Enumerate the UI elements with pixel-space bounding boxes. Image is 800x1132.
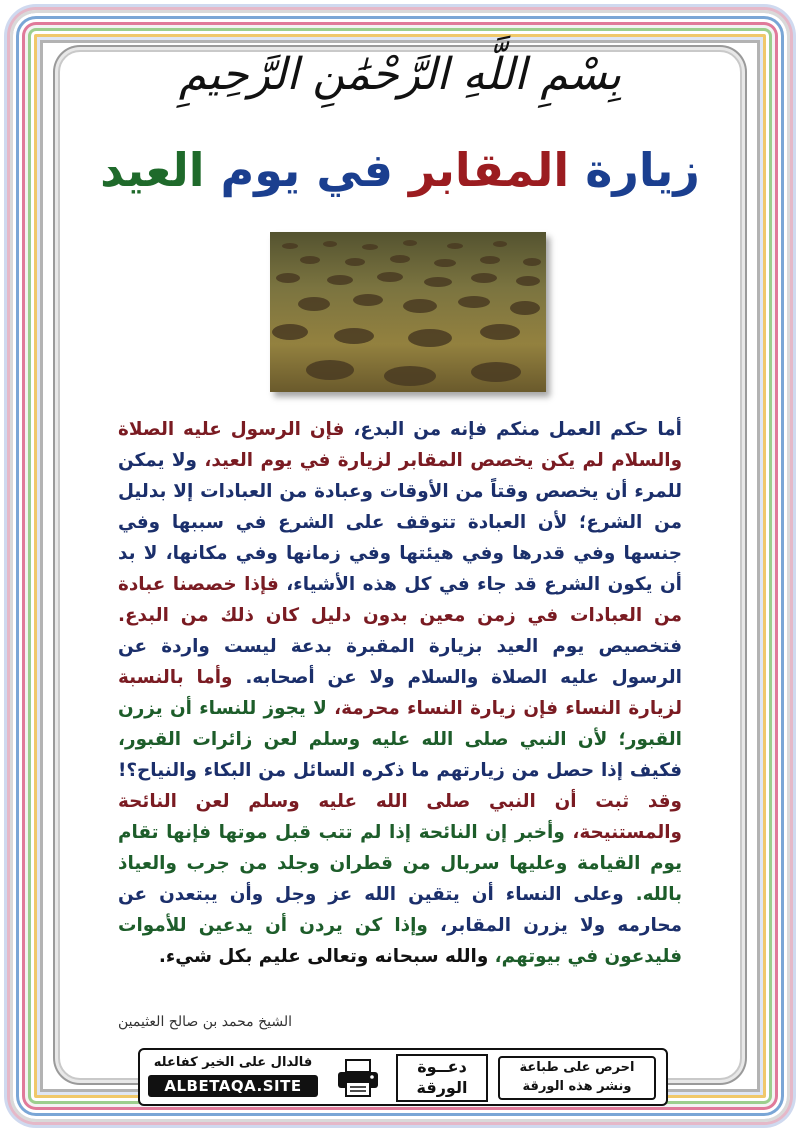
body-sentence: ولا يمكن للمرء أن يخصص وقتاً من الأوقات وعبادة من العبادات إلا بدليل من الشرع؛ لأن العبادة تتوقف على الشرع في سببها وفي جنسها وفي قدرها وفي هيئتها وفي زمانها وفي مكانها، xyxy=(118,450,682,564)
basmala-calligraphy: بِسْمِ اللَّهِ الرَّحْمَٰنِ الرَّحِيمِ xyxy=(178,49,622,100)
body-sentence: لا بد أن يكون الشرع قد جاء في كل هذه الأشياء، xyxy=(118,543,682,595)
printer-icon xyxy=(336,1058,380,1098)
body-sentence: وعلى النساء أن يتقين الله عز وجل وأن يبتعدن عن محارمه ولا يزرن المقابر، xyxy=(118,884,682,936)
dawat-alwaraqa-logo xyxy=(396,1054,488,1102)
body-sentence: فكيف إذا حصل من زيارتهم ما ذكره السائل من البكاء والنياح؟! xyxy=(118,760,682,781)
body-sentence: فتخصيص يوم العيد بزيارة المقبرة بدعة ليست واردة عن الرسول عليه الصلاة والسلام ولا عن أصحابه. xyxy=(118,636,682,688)
title-part-1: زيارة xyxy=(585,143,700,197)
title-part-3: في يوم xyxy=(220,143,393,197)
footer-banner xyxy=(138,1048,668,1106)
cemetery-photo xyxy=(270,232,546,392)
body-sentence: فإن الرسول عليه الصلاة والسلام لم يكن يخصص المقابر لزيارة في يوم العيد، xyxy=(118,419,682,471)
body-sentence: لا يجوز للنساء أن يزرن القبور؛ لأن النبي صلى الله عليه وسلم لعن زائرات القبور، xyxy=(118,698,682,750)
body-sentence: وأخبر إن النائحة إذا لم تتب قبل موتها فإنها تقام يوم القيامة وعليها سربال من قطران وجلد من جرب والعياذ بالله. xyxy=(118,822,683,905)
body-sentence: وأما بالنسبة لزيارة النساء فإن زيارة النساء محرمة، xyxy=(118,667,682,719)
print-note-line-2: ونشر هذه الورقة xyxy=(522,1079,632,1094)
title-part-2: المقابر xyxy=(409,143,570,197)
body-sentence: أما حكم العمل منكم فإنه من البدع، xyxy=(344,419,682,440)
footer-site-block xyxy=(148,1054,318,1100)
logo-bottom-text: الورقة xyxy=(416,1078,468,1097)
footer-hadith: فالدال على الخير كفاعله xyxy=(153,1055,313,1070)
author-attribution: الشيخ محمد بن صالح العثيمين xyxy=(118,1014,293,1030)
body-sentence: وإذا كن يردن أن يدعين للأموات فليدعون في بيوتهم، xyxy=(118,915,682,967)
body-sentence: فإذا خصصنا عبادة من العبادات في زمن معين بدون دليل كان ذلك من البدع. xyxy=(118,574,682,626)
footer-site-link[interactable]: ALBETAQA.SITE xyxy=(148,1075,318,1097)
body-sentence: والله سبحانه وتعالى عليم بكل شيء. xyxy=(158,946,489,967)
body-sentence: وقد ثبت أن النبي صلى الله عليه وسلم لعن النائحة والمستنيحة، xyxy=(118,791,682,843)
footer-print-note xyxy=(498,1056,656,1100)
logo-top-text: دعــوة xyxy=(417,1057,467,1076)
title-part-4: العيد xyxy=(100,143,205,197)
article-body xyxy=(118,414,682,1004)
page-title xyxy=(100,138,700,202)
print-note-line-1: احرص على طباعة xyxy=(519,1060,635,1075)
